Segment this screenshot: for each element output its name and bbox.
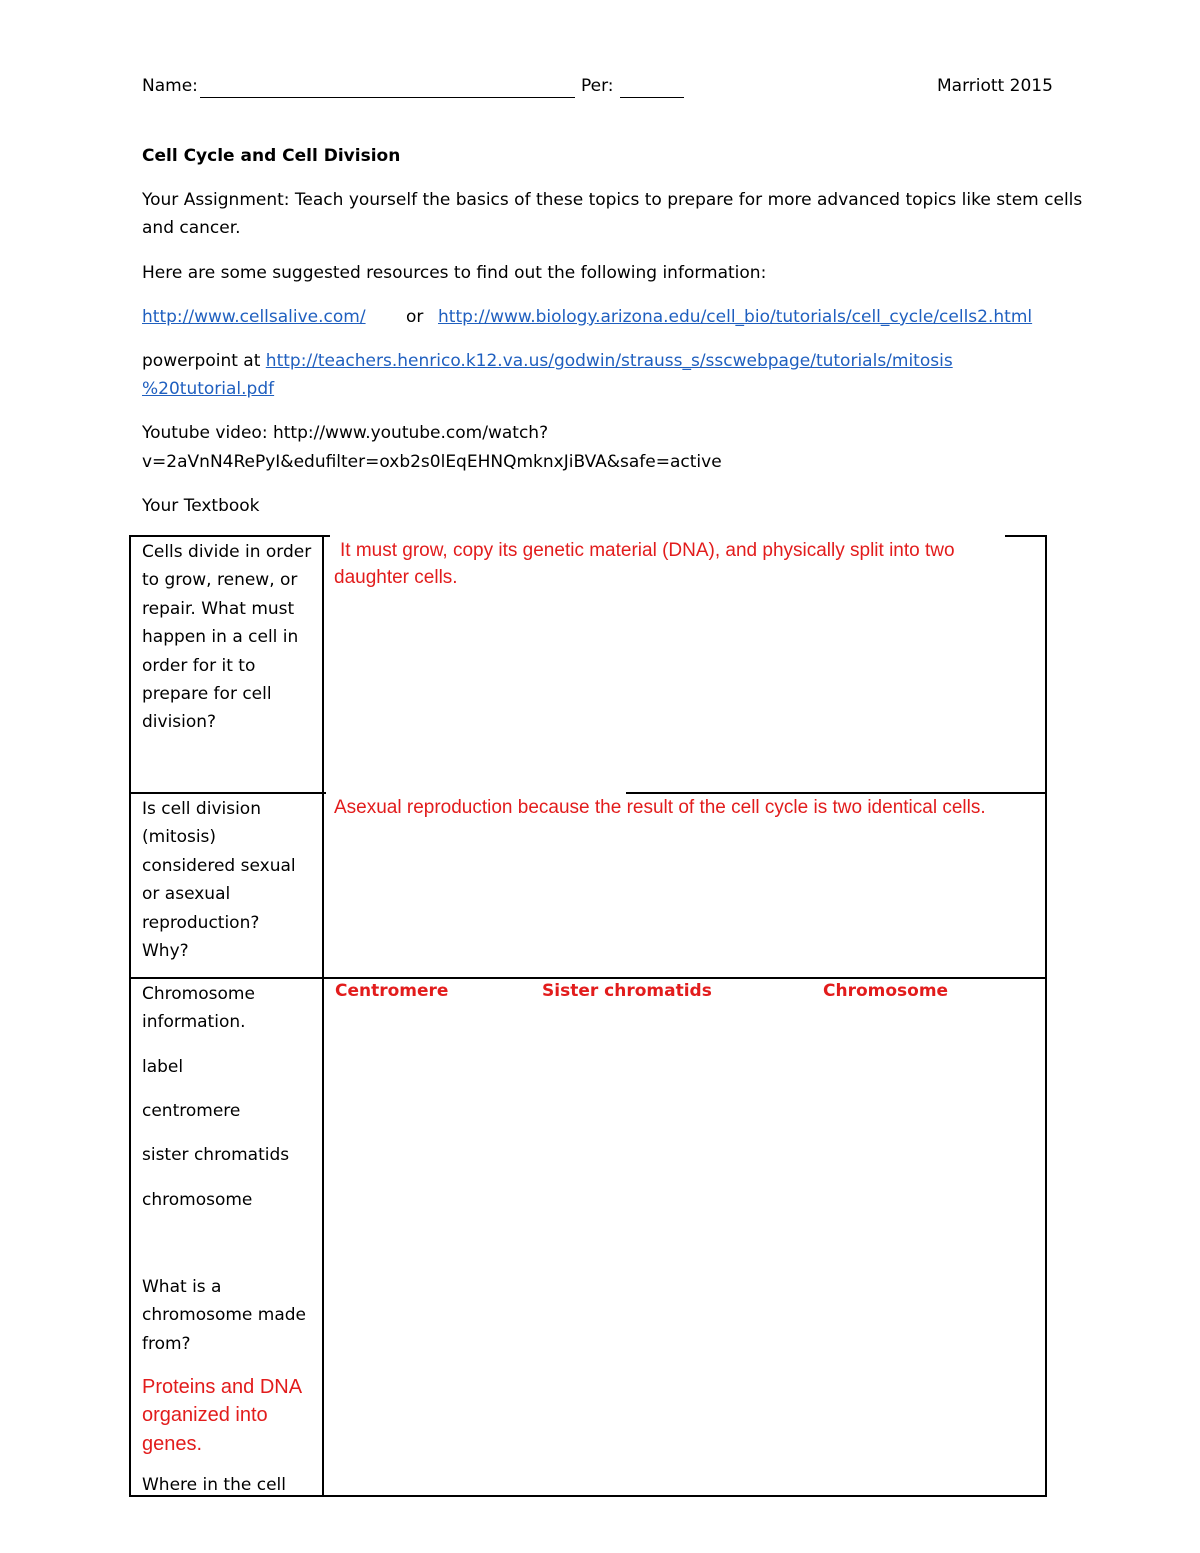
row1-answer: It must grow, copy its genetic material (DNA), and physically split into two daughter cells.	[334, 540, 955, 588]
row2-answer: Asexual reproduction because the result of the cell cycle is two identical cells.	[334, 797, 986, 818]
table-row-divider-2	[129, 977, 1047, 979]
row3-item-sister-chromatids: sister chromatids	[142, 1145, 290, 1165]
table-column-divider	[322, 535, 324, 1497]
name-label: Name:	[142, 76, 198, 96]
row3-item-label: label	[142, 1057, 184, 1077]
row1-question: Cells divide in order to grow, renew, or repair. What must happen in a cell in order for it to prepare for cell division?	[142, 542, 312, 733]
cellsalive-link[interactable]: http://www.cellsalive.com/	[142, 307, 366, 327]
row2-question: Is cell division (mitosis) considered sexual or asexual reproduction? Why?	[142, 799, 296, 962]
name-blank	[200, 79, 575, 98]
row3-question3: Where in the cell	[142, 1475, 286, 1495]
youtube-line2: v=2aVnN4RePyI&edufilter=oxb2s0lEqEHNQmknxJiBVA&safe=active	[142, 452, 722, 472]
author-label: Marriott 2015	[937, 76, 1053, 96]
row3-question-title: Chromosome information.	[142, 984, 255, 1033]
label-chromosome: Chromosome	[823, 981, 949, 1001]
resources-intro: Here are some suggested resources to find out the following information:	[142, 263, 767, 283]
textbook-label: Your Textbook	[142, 496, 260, 516]
per-blank	[620, 79, 684, 98]
label-centromere: Centromere	[335, 981, 449, 1001]
youtube-line1: Youtube video: http://www.youtube.com/watch?	[142, 423, 549, 443]
row3-item-centromere: centromere	[142, 1101, 241, 1121]
or-text: or	[406, 307, 424, 327]
table-left-border	[129, 535, 131, 1497]
arizona-link[interactable]: http://www.biology.arizona.edu/cell_bio/tutorials/cell_cycle/cells2.html	[438, 307, 1033, 327]
assignment-text: Your Assignment: Teach yourself the basics of these topics to prepare for more advanced topics like stem cells and cancer.	[142, 190, 1083, 238]
label-sister-chromatids: Sister chromatids	[542, 981, 712, 1001]
row3-answer2: Proteins and DNA organized into genes.	[142, 1376, 301, 1455]
powerpoint-link[interactable]: http://teachers.henrico.k12.va.us/godwin/strauss_s/sscwebpage/tutorials/mitosis	[265, 351, 953, 371]
row3-item-chromosome: chromosome	[142, 1190, 253, 1210]
page-title: Cell Cycle and Cell Division	[142, 146, 401, 166]
powerpoint-label: powerpoint at	[142, 351, 266, 371]
powerpoint-link-cont[interactable]: %20tutorial.pdf	[142, 379, 275, 399]
row3-question2: What is a chromosome made from?	[142, 1277, 307, 1354]
per-label: Per:	[581, 76, 614, 96]
table-right-border	[1045, 535, 1047, 1497]
